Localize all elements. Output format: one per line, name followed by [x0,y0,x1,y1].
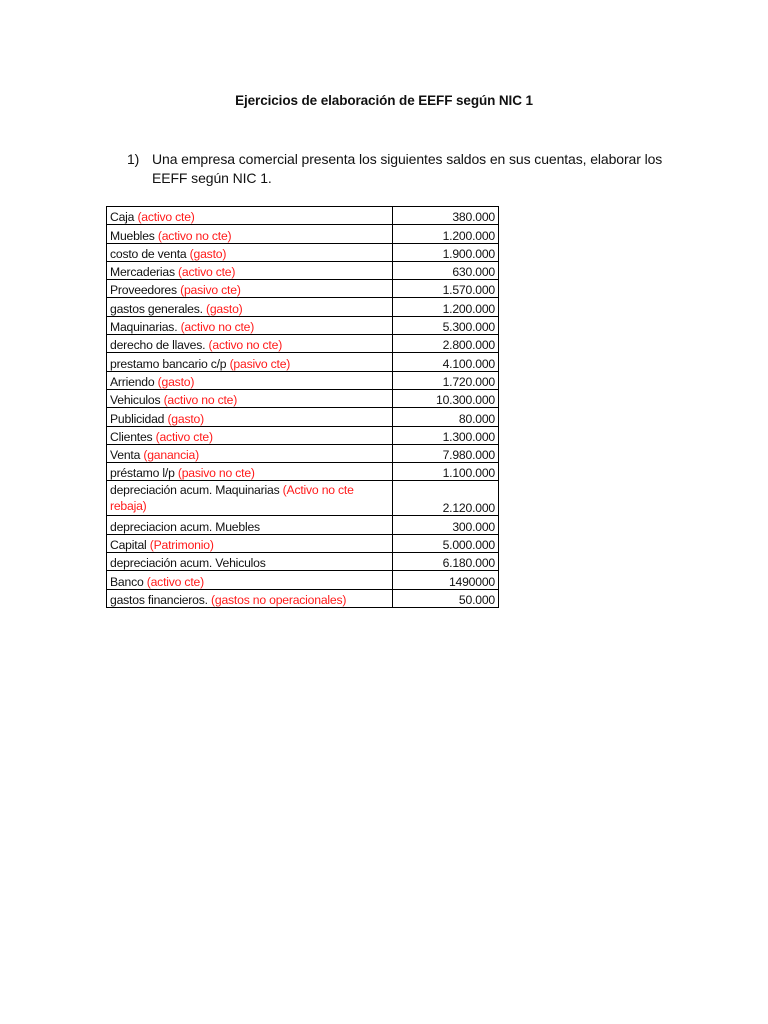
account-amount: 5.300.000 [393,316,499,334]
account-classification: (gasto) [189,246,227,261]
account-label-cell [107,463,393,481]
account-label-cell [107,353,393,371]
account-amount: 2.800.000 [393,335,499,353]
table-row [107,261,499,279]
account-name: Proveedores [110,283,181,298]
table-row [107,426,499,444]
account-classification: (ganancia) [143,448,199,463]
account-classification: (activo cte) [155,429,213,444]
account-name: costo de venta [110,246,190,261]
account-label-cell [107,444,393,462]
account-name: Muebles [110,228,158,243]
account-amount: 5.000.000 [393,534,499,552]
account-classification: (pasivo cte) [180,283,241,298]
account-classification: (activo cte) [178,265,236,280]
account-classification: (gastos no operacionales) [211,592,347,607]
account-label-cell [107,261,393,279]
table-row [107,463,499,481]
account-label-cell [107,243,393,261]
account-label-cell [107,589,393,607]
account-name: Caja [110,210,138,225]
account-name: Banco [110,574,147,589]
account-amount: 80.000 [393,408,499,426]
account-amount: 630.000 [393,261,499,279]
account-classification: (gasto) [167,411,204,426]
table-row [107,571,499,589]
table-row [107,534,499,552]
table-row [107,353,499,371]
account-classification: (activo cte) [146,574,204,589]
account-label-cell [107,371,393,389]
account-amount: 7.980.000 [393,444,499,462]
table-row [107,408,499,426]
account-classification: (activo no cte) [180,320,255,335]
account-amount: 1.100.000 [393,463,499,481]
table-row [107,481,499,516]
account-amount: 50.000 [393,589,499,607]
account-amount: 1.720.000 [393,371,499,389]
accounts-table [106,206,499,608]
account-classification: (activo no cte) [208,338,283,353]
account-name: depreciacion acum. Muebles [110,519,260,534]
table-row [107,335,499,353]
account-amount: 1.570.000 [393,280,499,298]
account-label-cell [107,516,393,534]
account-label-cell [107,481,393,516]
account-amount: 1.200.000 [393,298,499,316]
table-row [107,280,499,298]
account-name: gastos financieros. [110,592,212,607]
account-name: Arriendo [110,374,158,389]
account-classification: (activo no cte) [157,228,232,243]
account-classification: (pasivo cte) [229,356,291,371]
account-label-cell [107,389,393,407]
accounts-table-body [107,207,499,608]
table-row [107,444,499,462]
account-classification: (gasto) [157,374,195,389]
account-label-cell [107,280,393,298]
table-row [107,316,499,334]
account-label-cell [107,316,393,334]
account-label-cell [107,426,393,444]
account-label-cell [107,571,393,589]
exercise-number: 1) [127,151,140,167]
account-amount: 1.300.000 [393,426,499,444]
account-amount: 4.100.000 [393,353,499,371]
account-name: Mercaderias [110,265,179,280]
table-row [107,589,499,607]
account-name: gastos generales. [110,301,206,316]
account-amount: 2.120.000 [393,481,499,516]
account-amount: 1490000 [393,571,499,589]
account-label-cell [107,553,393,571]
account-name: prestamo bancario c/p [110,356,230,371]
table-row [107,389,499,407]
table-row [107,553,499,571]
account-classification: (activo no cte) [163,393,238,408]
account-label-cell [107,534,393,552]
table-row [107,298,499,316]
account-name: derecho de llaves. [110,338,209,353]
table-row [107,516,499,534]
account-name: Publicidad [110,411,168,426]
document-title: Ejercicios de elaboración de EEFF según NIC 1 [235,93,533,108]
table-row [107,371,499,389]
account-classification: (pasivo no cte) [177,466,255,481]
account-name: depreciación acum. Maquinarias [110,483,283,498]
exercise-statement [127,150,667,188]
account-amount: 1.200.000 [393,225,499,243]
exercise-text: Una empresa comercial presenta los siguientes saldos en sus cuentas, elaborar los EEFF según NIC 1. [152,151,663,186]
account-classification: (Activo no cte rebaja) [110,483,354,514]
account-classification: (Patrimonio) [149,538,214,553]
account-amount: 10.300.000 [393,389,499,407]
account-classification: (gasto) [206,301,243,316]
account-name: depreciación acum. Vehiculos [110,556,266,571]
account-label-cell [107,225,393,243]
account-label-cell [107,298,393,316]
account-amount: 1.900.000 [393,243,499,261]
account-classification: (activo cte) [137,210,195,225]
account-amount: 380.000 [393,207,499,225]
account-name: préstamo l/p [110,466,178,481]
table-row [107,207,499,225]
account-name: Vehiculos [110,393,164,408]
account-label-cell [107,408,393,426]
account-name: Maquinarias. [110,320,181,335]
table-row [107,243,499,261]
account-amount: 300.000 [393,516,499,534]
table-row [107,225,499,243]
account-name: Clientes [110,429,156,444]
account-name: Capital [110,538,150,553]
account-name: Venta [110,448,144,463]
account-amount: 6.180.000 [393,553,499,571]
account-label-cell [107,335,393,353]
account-label-cell [107,207,393,225]
